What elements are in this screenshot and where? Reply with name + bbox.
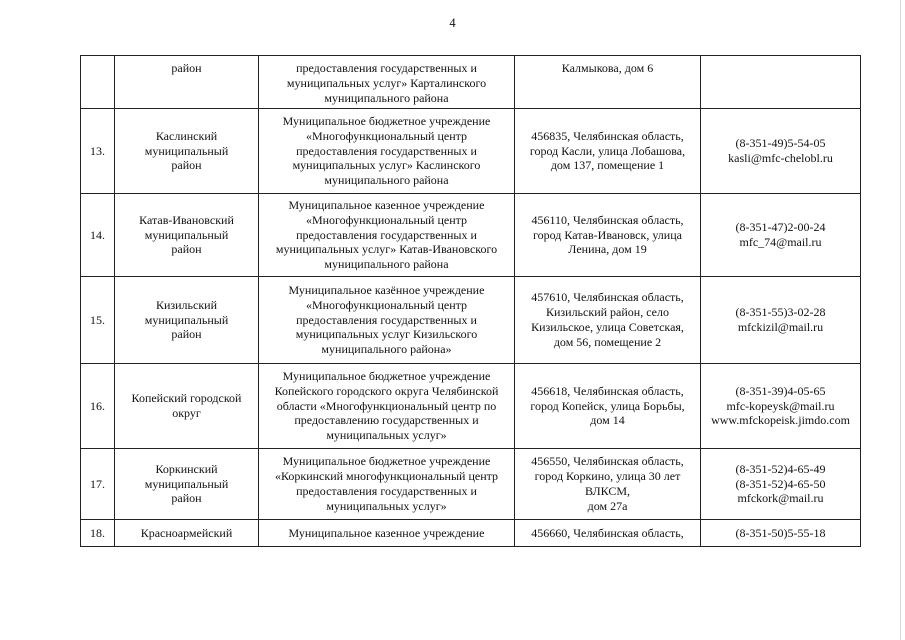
address-cell: 456835, Челябинская область, город Касли, улица Лобашова, дом 137, помещение 1 [515,109,701,194]
row-number-cell: 18. [81,520,115,547]
table-row-continued [81,56,861,109]
table-row [81,109,861,194]
address-cell: 456550, Челябинская область, город Коркино, улица 30 лет ВЛКСМ, дом 27а [515,449,701,520]
contacts-cell [701,56,861,109]
address-cell: 457610, Челябинская область, Кизильский район, село Кизильское, улица Советская, дом 56, помещение 2 [515,277,701,364]
address-cell: 456110, Челябинская область, город Катав-Ивановск, улица Ленина, дом 19 [515,194,701,277]
institution-cell: Муниципальное казенное учреждение [259,520,515,547]
table-row [81,449,861,520]
district-cell: Кизильский муниципальный район [115,277,259,364]
institution-cell: Муниципальное бюджетное учреждение «Многофункциональный центр предоставления государственных и муниципальных услуг» Каслинского муниципального района [259,109,515,194]
contacts-cell: (8-351-49)5-54-05 kasli@mfc-chelobl.ru [701,109,861,194]
address-cell: 456618, Челябинская область, город Копейск, улица Борьбы, дом 14 [515,364,701,449]
row-number-cell: 17. [81,449,115,520]
contacts-cell: (8-351-50)5-55-18 [701,520,861,547]
district-cell: Каслинский муниципальный район [115,109,259,194]
institution-cell: Муниципальное бюджетное учреждение Копейского городского округа Челябинской области «Многофункциональный центр по предоставлению государственных и муниципальных услуг» [259,364,515,449]
institution-cell: Муниципальное казённое учреждение «Многофункциональный центр предоставления государственных и муниципальных услуг Кизильского муниципального района» [259,277,515,364]
district-cell: Катав-Ивановский муниципальный район [115,194,259,277]
district-cell: Копейский городской округ [115,364,259,449]
district-cell: Коркинский муниципальный район [115,449,259,520]
row-number-cell: 13. [81,109,115,194]
page-number: 4 [449,16,456,30]
institution-cell: Муниципальное бюджетное учреждение «Коркинский многофункциональный центр предоставления государственных и муниципальных услуг» [259,449,515,520]
contacts-cell: (8-351-55)3-02-28 mfckizil@mail.ru [701,277,861,364]
district-cell: Красноармейский [115,520,259,547]
row-number-cell: 16. [81,364,115,449]
table-row [81,277,861,364]
contacts-cell: (8-351-47)2-00-24 mfc_74@mail.ru [701,194,861,277]
contacts-cell: (8-351-52)4-65-49 (8-351-52)4-65-50 mfckork@mail.ru [701,449,861,520]
district-cell: район [115,56,259,109]
mfc-table [80,55,861,547]
institution-cell: Муниципальное казенное учреждение «Многофункциональный центр предоставления государственных и муниципальных услуг» Катав-Ивановского муниципального района [259,194,515,277]
table-row [81,364,861,449]
table-row [81,194,861,277]
table-row [81,520,861,547]
row-number-cell [81,56,115,109]
row-number-cell: 14. [81,194,115,277]
contacts-cell: (8-351-39)4-05-65 mfc-kopeysk@mail.ru www.mfckopeisk.jimdo.com [701,364,861,449]
scan-edge-line [900,0,901,640]
address-cell: 456660, Челябинская область, [515,520,701,547]
address-cell: Калмыкова, дом 6 [515,56,701,109]
row-number-cell: 15. [81,277,115,364]
institution-cell: предоставления государственных и муниципальных услуг» Карталинского муниципального района [259,56,515,109]
